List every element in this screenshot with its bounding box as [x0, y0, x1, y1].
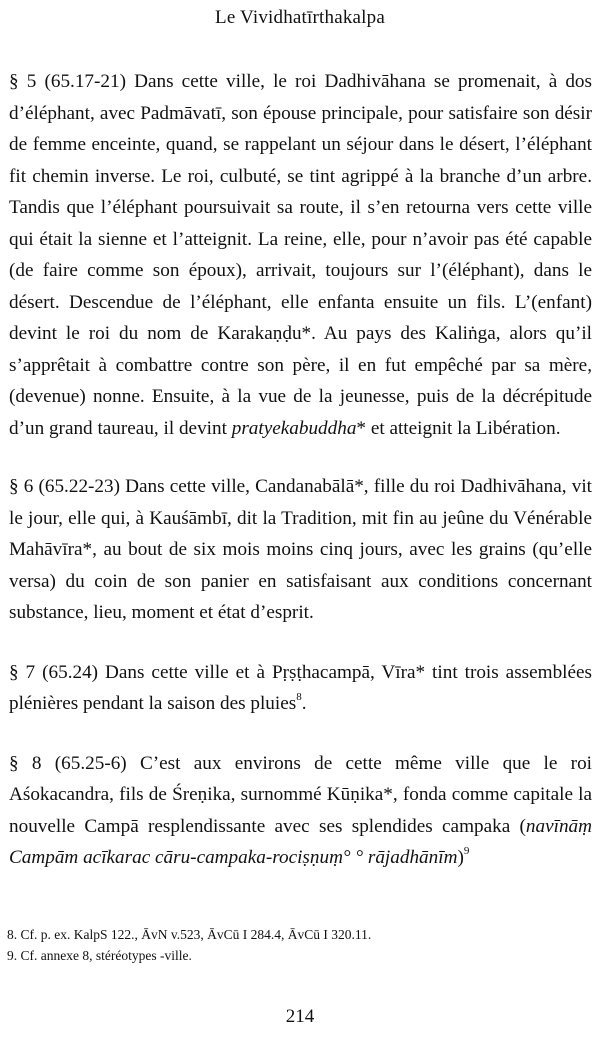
page-number: 214: [285, 1006, 315, 1027]
paragraph-8-italic-quote: navīnāṃ Campām acīkarac cāru-campaka-rociṣṇuṃ° ° rājadhānīm: [9, 815, 592, 868]
footnote-9: 9. Cf. annexe 8, stéréotypes -ville.: [7, 948, 192, 963]
paragraph-8-text: § 8 (65.25-6) C’est aux environs de cette même ville que le roi Aśokacandra, fils de Śreṇika, surnommé Kūṇika*, fonda comme capitale la nouvelle Campā resplendissante avec ses splendides campaka (: [9, 752, 592, 837]
paragraph-6-text: § 6 (65.22-23) Dans cette ville, Candanabālā*, fille du roi Dadhivāhana, vit le jour, elle qui, à Kauśāmbī, dit la Tradition, mit fin au jeûne du Vénérable Mahāvīra*, au bout de six mois moins cinq jours, avec les grains (qu’elle versa) du coin de son panier en satisfaisant aux conditions concernant substance, lieu, moment et état d’esprit.: [9, 476, 592, 623]
paragraph-7-text: § 7 (65.24) Dans cette ville et à Pṛṣṭhacampā, Vīra* tint trois assemblées plénières pendant la saison des pluies: [9, 661, 592, 714]
paragraph-8: [9, 748, 592, 874]
paragraph-7: [9, 657, 592, 720]
body-text: [9, 66, 592, 901]
paragraph-7-tail: .: [301, 693, 307, 714]
paragraph-5-italic-term: pratyekabuddha: [231, 417, 357, 439]
paragraph-5-text: § 5 (65.17-21) Dans cette ville, le roi Dadhivāhana se promenait, à dos d’éléphant, avec Padmāvatī, son épouse principale, pour satisfaire son désir de femme enceinte, quand, se rappelant un séjour dans le désert, l’éléphant fit chemin inverse. Le roi, culbuté, se tint agrippé à la branche d’un arbre. Tandis que l’éléphant poursuivait sa route, il s’en retourna vers cette ville qui était la sienne et l’atteignit. La reine, elle, pour n’avoir pas été capable (de faire comme son époux), arrivait, toujours sur l’(éléphant), dans le désert. Descendue de l’éléphant, elle enfanta ensuite un fils. L’(enfant) devint le roi du nom de Karakaṇḍu*. Au pays des Kaliṅga, alors qu’il s’apprêtait à combattre contre son père, il en fut empêché par sa mère, (devenue) nonne. Ensuite, à la vue de la jeunesse, puis de la décrépitude d’un grand taureau, il devint: [9, 71, 592, 439]
paragraph-5: [9, 66, 592, 444]
footnote-ref-8: 8: [296, 690, 302, 703]
footnote-ref-9: 9: [463, 844, 470, 857]
running-head: Le Vividhatīrthakalpa: [215, 7, 385, 28]
footnote-8: 8. Cf. p. ex. KalpS 122., ĀvN v.523, ĀvCū I 284.4, ĀvCū I 320.11.: [7, 927, 372, 942]
paragraph-6: [9, 471, 592, 629]
footnotes: [7, 924, 597, 966]
paragraph-8-tail: ): [457, 847, 464, 868]
paragraph-5-tail: * et atteignit la Libération.: [356, 417, 561, 439]
